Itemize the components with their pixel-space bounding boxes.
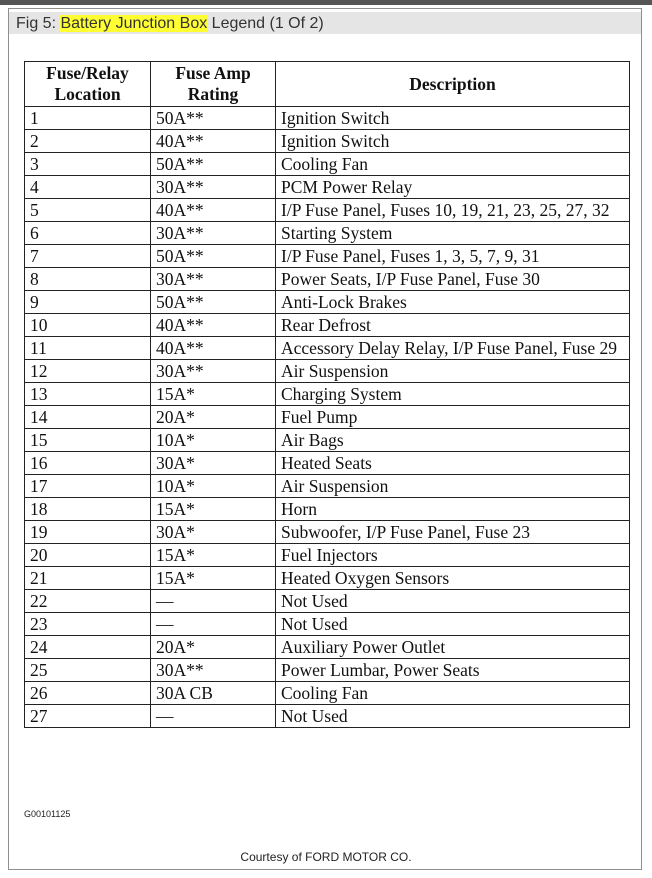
cell-description: Auxiliary Power Outlet [276, 636, 630, 659]
cell-location: 24 [25, 636, 151, 659]
table-body [25, 107, 630, 728]
cell-description: Not Used [276, 705, 630, 728]
figure-code: G00101125 [24, 809, 71, 819]
header-rating-line1: Fuse Amp [175, 63, 251, 83]
cell-location: 25 [25, 659, 151, 682]
table-row [25, 153, 630, 176]
cell-description: Starting System [276, 222, 630, 245]
table-row [25, 452, 630, 475]
cell-rating: 30A** [151, 659, 276, 682]
cell-description: Power Seats, I/P Fuse Panel, Fuse 30 [276, 268, 630, 291]
caption-prefix: Fig 5: [16, 15, 61, 32]
cell-location: 2 [25, 130, 151, 153]
cell-location: 16 [25, 452, 151, 475]
cell-location: 10 [25, 314, 151, 337]
cell-location: 11 [25, 337, 151, 360]
table-row [25, 682, 630, 705]
cell-description: Air Suspension [276, 360, 630, 383]
cell-rating: 50A** [151, 153, 276, 176]
cell-rating: 30A** [151, 176, 276, 199]
cell-rating: 40A** [151, 314, 276, 337]
cell-description: I/P Fuse Panel, Fuses 1, 3, 5, 7, 9, 31 [276, 245, 630, 268]
cell-rating: 40A** [151, 130, 276, 153]
table-row [25, 636, 630, 659]
cell-location: 6 [25, 222, 151, 245]
cell-rating: 15A* [151, 567, 276, 590]
header-location-line1: Fuse/Relay [46, 63, 129, 83]
cell-location: 20 [25, 544, 151, 567]
cell-rating: 30A* [151, 521, 276, 544]
caption-highlight: Battery Junction Box [60, 15, 208, 32]
table-row [25, 268, 630, 291]
table-row [25, 521, 630, 544]
cell-description: Charging System [276, 383, 630, 406]
cell-description: Cooling Fan [276, 153, 630, 176]
cell-rating: 50A** [151, 245, 276, 268]
cell-location: 22 [25, 590, 151, 613]
cell-location: 15 [25, 429, 151, 452]
cell-rating: — [151, 613, 276, 636]
table-row [25, 222, 630, 245]
caption-suffix: Legend (1 Of 2) [207, 15, 324, 32]
cell-description: I/P Fuse Panel, Fuses 10, 19, 21, 23, 25, 27, 32 [276, 199, 630, 222]
table-row [25, 475, 630, 498]
cell-description: PCM Power Relay [276, 176, 630, 199]
cell-rating: 15A* [151, 498, 276, 521]
table-row [25, 705, 630, 728]
table-row [25, 107, 630, 130]
cell-description: Ignition Switch [276, 130, 630, 153]
cell-rating: 30A CB [151, 682, 276, 705]
table-row [25, 429, 630, 452]
table-row [25, 613, 630, 636]
top-rule [0, 0, 652, 5]
cell-rating: 50A** [151, 291, 276, 314]
cell-location: 17 [25, 475, 151, 498]
cell-description: Heated Oxygen Sensors [276, 567, 630, 590]
cell-description: Ignition Switch [276, 107, 630, 130]
cell-location: 8 [25, 268, 151, 291]
cell-rating: 30A** [151, 222, 276, 245]
cell-description: Accessory Delay Relay, I/P Fuse Panel, Fuse 29 [276, 337, 630, 360]
table-row [25, 199, 630, 222]
cell-description: Air Suspension [276, 475, 630, 498]
cell-location: 18 [25, 498, 151, 521]
table-row [25, 498, 630, 521]
cell-location: 1 [25, 107, 151, 130]
table-row [25, 383, 630, 406]
cell-location: 9 [25, 291, 151, 314]
header-location [25, 62, 151, 107]
table-row [25, 406, 630, 429]
table-row [25, 590, 630, 613]
table-row [25, 337, 630, 360]
cell-location: 21 [25, 567, 151, 590]
cell-description: Not Used [276, 613, 630, 636]
cell-description: Cooling Fan [276, 682, 630, 705]
figure-caption [16, 14, 324, 34]
table-row [25, 544, 630, 567]
cell-location: 19 [25, 521, 151, 544]
table-row [25, 314, 630, 337]
fuse-legend-table [24, 61, 630, 728]
cell-rating: — [151, 590, 276, 613]
cell-location: 14 [25, 406, 151, 429]
cell-rating: 30A* [151, 452, 276, 475]
cell-location: 23 [25, 613, 151, 636]
table-row [25, 245, 630, 268]
table-header-row [25, 62, 630, 107]
table-row [25, 130, 630, 153]
table-row [25, 291, 630, 314]
header-location-line2: Location [54, 84, 121, 104]
table-row [25, 659, 630, 682]
table-row [25, 360, 630, 383]
cell-location: 7 [25, 245, 151, 268]
cell-rating: 10A* [151, 429, 276, 452]
cell-description: Not Used [276, 590, 630, 613]
cell-description: Horn [276, 498, 630, 521]
cell-location: 12 [25, 360, 151, 383]
cell-description: Heated Seats [276, 452, 630, 475]
cell-rating: 30A** [151, 268, 276, 291]
cell-rating: 40A** [151, 199, 276, 222]
cell-description: Air Bags [276, 429, 630, 452]
cell-rating: 20A* [151, 406, 276, 429]
cell-rating: 15A* [151, 544, 276, 567]
cell-description: Fuel Pump [276, 406, 630, 429]
cell-rating: — [151, 705, 276, 728]
cell-location: 4 [25, 176, 151, 199]
cell-location: 13 [25, 383, 151, 406]
cell-description: Fuel Injectors [276, 544, 630, 567]
table-row [25, 176, 630, 199]
cell-description: Rear Defrost [276, 314, 630, 337]
cell-description: Subwoofer, I/P Fuse Panel, Fuse 23 [276, 521, 630, 544]
cell-location: 5 [25, 199, 151, 222]
cell-rating: 15A* [151, 383, 276, 406]
cell-rating: 20A* [151, 636, 276, 659]
cell-rating: 10A* [151, 475, 276, 498]
cell-location: 27 [25, 705, 151, 728]
header-rating [151, 62, 276, 107]
cell-rating: 50A** [151, 107, 276, 130]
cell-rating: 30A** [151, 360, 276, 383]
courtesy-credit: Courtesy of FORD MOTOR CO. [240, 850, 412, 864]
header-description: Description [276, 62, 630, 107]
cell-location: 26 [25, 682, 151, 705]
cell-description: Anti-Lock Brakes [276, 291, 630, 314]
cell-rating: 40A** [151, 337, 276, 360]
cell-description: Power Lumbar, Power Seats [276, 659, 630, 682]
cell-location: 3 [25, 153, 151, 176]
table-row [25, 567, 630, 590]
header-rating-line2: Rating [187, 84, 239, 104]
